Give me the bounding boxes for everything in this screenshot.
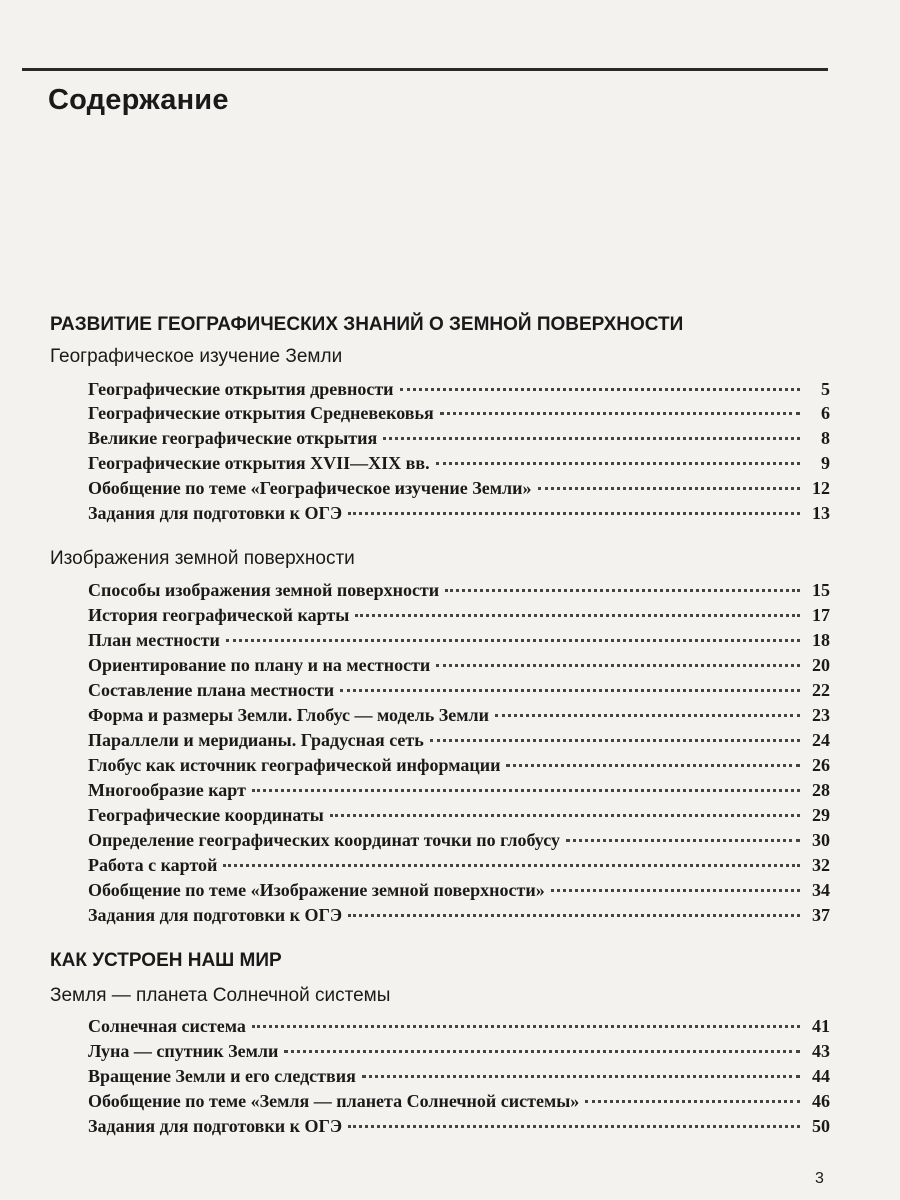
toc-entry[interactable] [88,478,830,502]
toc-entry-title: Вращение Земли и его следствия [88,1066,356,1086]
toc-entry-page: 50 [812,1116,830,1136]
toc-entry-page: 26 [812,755,830,775]
toc-entry-page: 24 [812,730,830,750]
toc-entry-title: План местности [88,630,220,650]
dot-leader [585,1099,800,1103]
toc-entry-title: Луна — спутник Земли [88,1041,279,1061]
toc-entry-page: 8 [821,428,830,448]
page-number: 3 [815,1170,824,1187]
dot-leader [495,713,800,717]
toc-entry-page: 20 [812,655,830,675]
page-title: Содержание [48,84,229,116]
toc-entry-title: Обобщение по теме «Географическое изучение Земли» [88,478,532,498]
toc-entry[interactable] [88,780,830,804]
dot-leader [440,411,800,415]
dot-leader [348,511,800,515]
dot-leader [330,813,800,817]
toc-entry[interactable] [88,705,830,729]
toc-entry-title: Форма и размеры Земли. Глобус — модель Земли [88,705,489,725]
dot-leader [355,613,800,617]
dot-leader [348,913,800,917]
toc-entry-page: 44 [812,1066,830,1086]
dot-leader [348,1124,800,1128]
toc-entry[interactable] [88,1091,830,1115]
toc-entry-page: 46 [812,1091,830,1111]
chapter-heading: Изображения земной поверхности [50,548,355,569]
dot-leader [506,763,800,767]
toc-entry-page: 17 [812,605,830,625]
toc-entry[interactable] [88,755,830,779]
part-heading: КАК УСТРОЕН НАШ МИР [50,950,282,971]
dot-leader [430,738,800,742]
toc-entry-title: Солнечная система [88,1016,246,1036]
toc-entry-page: 6 [821,403,830,423]
toc-entry[interactable] [88,1016,830,1040]
toc-entry-title: Составление плана местности [88,680,335,700]
toc-entry[interactable] [88,905,830,929]
dot-leader [538,486,800,490]
toc-entry-page: 32 [812,855,830,875]
toc-entry-title: Обобщение по теме «Изображение земной поверхности» [88,880,545,900]
toc-entry-title: Географические открытия древности [88,379,394,399]
toc-entry-title: Многообразие карт [88,780,246,800]
toc-entry[interactable] [88,680,830,704]
toc-entry-page: 22 [812,680,830,700]
dot-leader [362,1074,800,1078]
toc-entry[interactable] [88,730,830,754]
toc-entry-page: 5 [821,379,830,399]
toc-entry-page: 18 [812,630,830,650]
toc-entry-title: Географические координаты [88,805,324,825]
dot-leader [223,863,800,867]
toc-entry-title: Глобус как источник географической информации [88,755,501,775]
toc-entry-title: Великие географические открытия [88,428,378,448]
toc-entry-page: 41 [812,1016,830,1036]
toc-entry[interactable] [88,428,830,452]
toc-entry-page: 23 [812,705,830,725]
toc-entry-page: 9 [821,453,830,473]
chapter-heading: Земля — планета Солнечной системы [50,985,391,1006]
toc-entry[interactable] [88,379,830,403]
part-heading: РАЗВИТИЕ ГЕОГРАФИЧЕСКИХ ЗНАНИЙ О ЗЕМНОЙ ПОВЕРХНОСТИ [50,314,684,335]
toc-entry[interactable] [88,655,830,679]
toc-entry-title: Определение географических координат точки по глобусу [88,830,560,850]
toc-entry[interactable] [88,630,830,654]
dot-leader [566,838,800,842]
dot-leader [284,1049,800,1053]
toc-entry[interactable] [88,453,830,477]
dot-leader [252,788,800,792]
toc-entry[interactable] [88,880,830,904]
dot-leader [551,888,800,892]
dot-leader [340,688,800,692]
toc-entry[interactable] [88,830,830,854]
toc-entry-title: Задания для подготовки к ОГЭ [88,1116,343,1136]
toc-entry-page: 15 [812,580,830,600]
toc-entry-page: 13 [812,503,830,523]
toc-entry-page: 29 [812,805,830,825]
toc-entry-title: Обобщение по теме «Земля — планета Солнечной системы» [88,1091,580,1111]
toc-entry[interactable] [88,1116,830,1140]
toc-entry-title: Работа с картой [88,855,218,875]
toc-entry-title: Ориентирование по плану и на местности [88,655,431,675]
dot-leader [436,663,800,667]
dot-leader [445,588,800,592]
toc-entry-title: Географические открытия Средневековья [88,403,434,423]
toc-entry-page: 43 [812,1041,830,1061]
toc-entry[interactable] [88,855,830,879]
dot-leader [226,638,800,642]
dot-leader [252,1024,800,1028]
dot-leader [383,436,800,440]
dot-leader [400,387,800,391]
toc-entry-page: 37 [812,905,830,925]
toc-entry-page: 12 [812,478,830,498]
chapter-heading: Географическое изучение Земли [50,346,343,367]
toc-entry-title: Задания для подготовки к ОГЭ [88,905,343,925]
toc-entry-title: Географические открытия XVII—XIX вв. [88,453,430,473]
toc-entry-title: Способы изображения земной поверхности [88,580,440,600]
toc-entry[interactable] [88,605,830,629]
toc-entry[interactable] [88,503,830,527]
toc-entry-title: Задания для подготовки к ОГЭ [88,503,343,523]
toc-entry[interactable] [88,1041,830,1065]
toc-entry[interactable] [88,403,830,427]
toc-entry-title: Параллели и меридианы. Градусная сеть [88,730,424,750]
top-rule [22,68,828,71]
toc-entry-page: 34 [812,880,830,900]
toc-entry[interactable] [88,1066,830,1090]
toc-entry-title: История географической карты [88,605,350,625]
toc-entry[interactable] [88,805,830,829]
dot-leader [436,461,800,465]
toc-entry-page: 30 [812,830,830,850]
toc-entry[interactable] [88,580,830,604]
toc-entry-page: 28 [812,780,830,800]
